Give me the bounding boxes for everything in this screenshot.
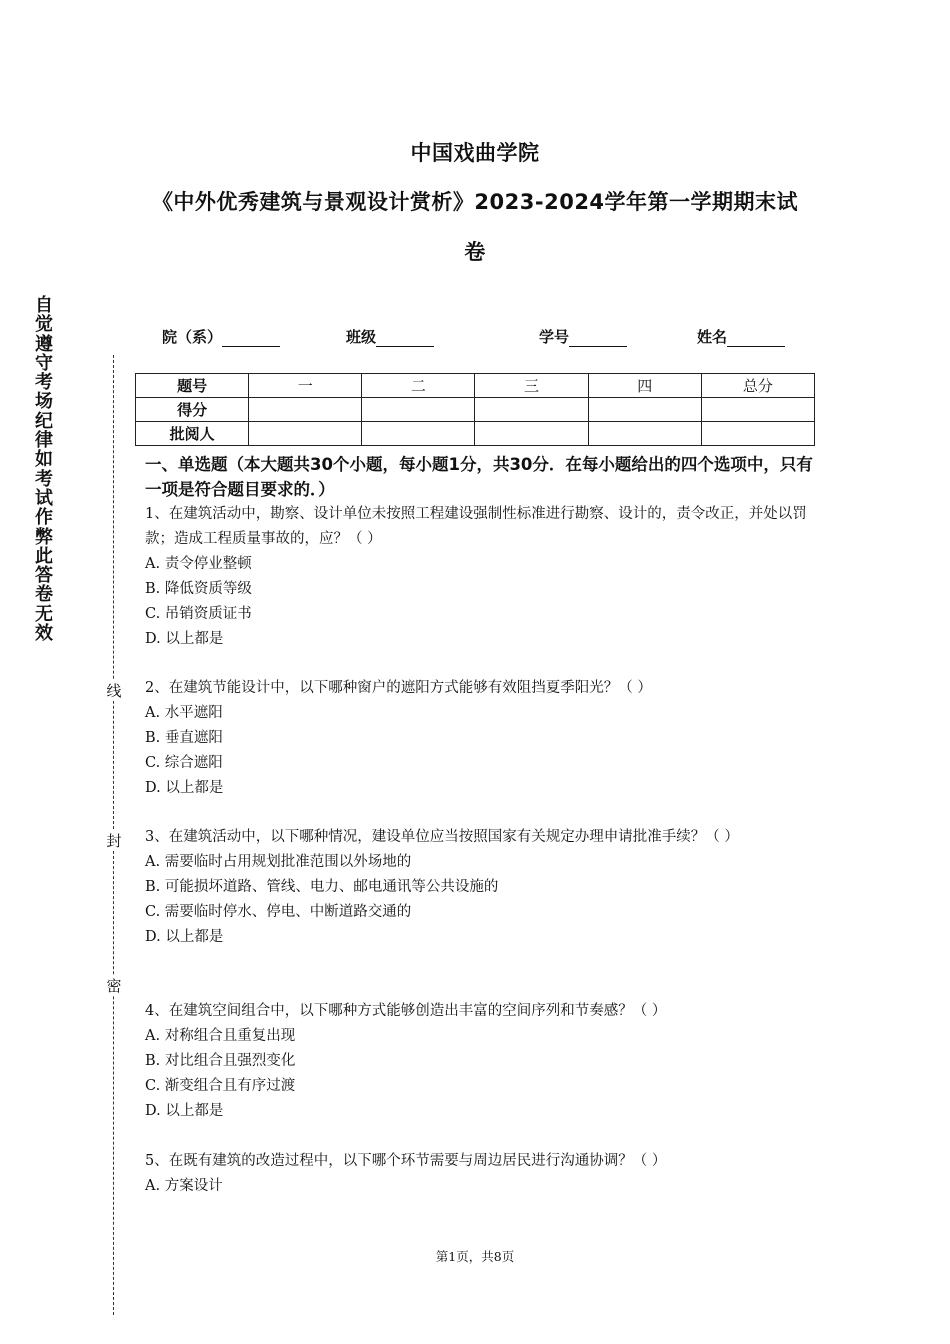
option-c[interactable]: C. 综合遮阳 — [145, 755, 223, 771]
table-cell[interactable] — [701, 398, 814, 422]
student-id-label: 学号 — [539, 328, 570, 346]
table-cell[interactable] — [362, 398, 475, 422]
option-d[interactable]: D. 以上都是 — [145, 929, 224, 945]
department-label: 院（系） — [162, 328, 223, 346]
table-header-cell: 三 — [475, 374, 588, 398]
score-table-row — [136, 398, 815, 422]
score-table-row — [136, 422, 815, 446]
score-table-header-row — [136, 374, 815, 398]
option-b[interactable]: B. 垂直遮阳 — [145, 730, 223, 746]
question-stem: 3、在建筑活动中，以下哪种情况，建设单位应当按照国家有关规定办理申请批准手续？（ ） — [145, 829, 739, 845]
question-3 — [145, 825, 825, 950]
name-label: 姓名 — [697, 328, 728, 346]
question-5 — [145, 1149, 825, 1199]
question-1 — [145, 502, 825, 652]
table-cell[interactable] — [588, 398, 701, 422]
student-id-blank[interactable] — [569, 332, 627, 347]
table-header-cell: 一 — [249, 374, 362, 398]
class-field — [346, 326, 434, 348]
question-stem: 5、在既有建筑的改造过程中，以下哪个环节需要与周边居民进行沟通协调？（ ） — [145, 1153, 667, 1169]
department-field — [162, 326, 280, 348]
score-table — [135, 373, 815, 446]
question-stem: 1、在建筑活动中，勘察、设计单位未按照工程建设强制性标准进行勘察、设计的，责令改正，并处以罚款；造成工程质量事故的，应？（ ） — [145, 506, 807, 547]
exam-title-line-1: 《中外优秀建筑与景观设计赏析》2023-2024学年第一学期期末试 — [151, 190, 799, 214]
option-a[interactable]: A. 方案设计 — [145, 1178, 223, 1194]
option-d[interactable]: D. 以上都是 — [145, 631, 224, 647]
option-d[interactable]: D. 以上都是 — [145, 780, 224, 796]
option-b[interactable]: B. 对比组合且强烈变化 — [145, 1053, 296, 1069]
exam-title-line-2: 卷 — [464, 240, 486, 264]
table-cell[interactable] — [475, 398, 588, 422]
class-label: 班级 — [346, 328, 377, 346]
question-stem: 4、在建筑空间组合中，以下哪种方式能够创造出丰富的空间序列和节奏感？（ ） — [145, 1003, 667, 1019]
table-cell[interactable] — [362, 422, 475, 446]
option-a[interactable]: A. 责令停业整顿 — [145, 556, 252, 572]
page-number: 第1页，共8页 — [435, 1249, 515, 1264]
option-c[interactable]: C. 渐变组合且有序过渡 — [145, 1078, 296, 1094]
section-heading: 一、单选题（本大题共30个小题，每小题1分，共30分．在每小题给出的四个选项中，只有一项是符合题目要求的．） — [145, 455, 813, 499]
option-b[interactable]: B. 降低资质等级 — [145, 581, 252, 597]
department-blank[interactable] — [222, 332, 280, 347]
option-c[interactable]: C. 吊销资质证书 — [145, 606, 252, 622]
option-a[interactable]: A. 需要临时占用规划批准范围以外场地的 — [145, 854, 412, 870]
option-a[interactable]: A. 水平遮阳 — [145, 705, 223, 721]
question-stem: 2、在建筑节能设计中，以下哪种窗户的遮阳方式能够有效阻挡夏季阳光？（ ） — [145, 680, 652, 696]
table-cell[interactable] — [249, 398, 362, 422]
question-4 — [145, 999, 825, 1124]
table-cell[interactable] — [249, 422, 362, 446]
exam-discipline-warning: 自觉遵守考场纪律如考试作弊此答卷无效 — [35, 295, 53, 645]
option-c[interactable]: C. 需要临时停水、停电、中断道路交通的 — [145, 904, 412, 920]
seal-mark-line: 线 — [104, 680, 124, 701]
student-id-field — [539, 326, 627, 348]
table-row-label: 批阅人 — [136, 422, 249, 446]
table-cell[interactable] — [588, 422, 701, 446]
name-blank[interactable] — [727, 332, 785, 347]
question-2 — [145, 676, 825, 801]
option-d[interactable]: D. 以上都是 — [145, 1103, 224, 1119]
table-row-label: 得分 — [136, 398, 249, 422]
seal-mark-secret: 密 — [104, 975, 124, 996]
option-b[interactable]: B. 可能损坏道路、管线、电力、邮电通讯等公共设施的 — [145, 879, 499, 895]
table-cell[interactable] — [475, 422, 588, 446]
class-blank[interactable] — [376, 332, 434, 347]
seal-mark-seal: 封 — [104, 830, 124, 851]
table-header-cell: 四 — [588, 374, 701, 398]
option-a[interactable]: A. 对称组合且重复出现 — [145, 1028, 296, 1044]
table-header-cell: 二 — [362, 374, 475, 398]
table-cell[interactable] — [701, 422, 814, 446]
table-header-cell: 总分 — [701, 374, 814, 398]
name-field — [697, 326, 785, 348]
table-header-cell: 题号 — [136, 374, 249, 398]
school-name: 中国戏曲学院 — [410, 141, 540, 165]
